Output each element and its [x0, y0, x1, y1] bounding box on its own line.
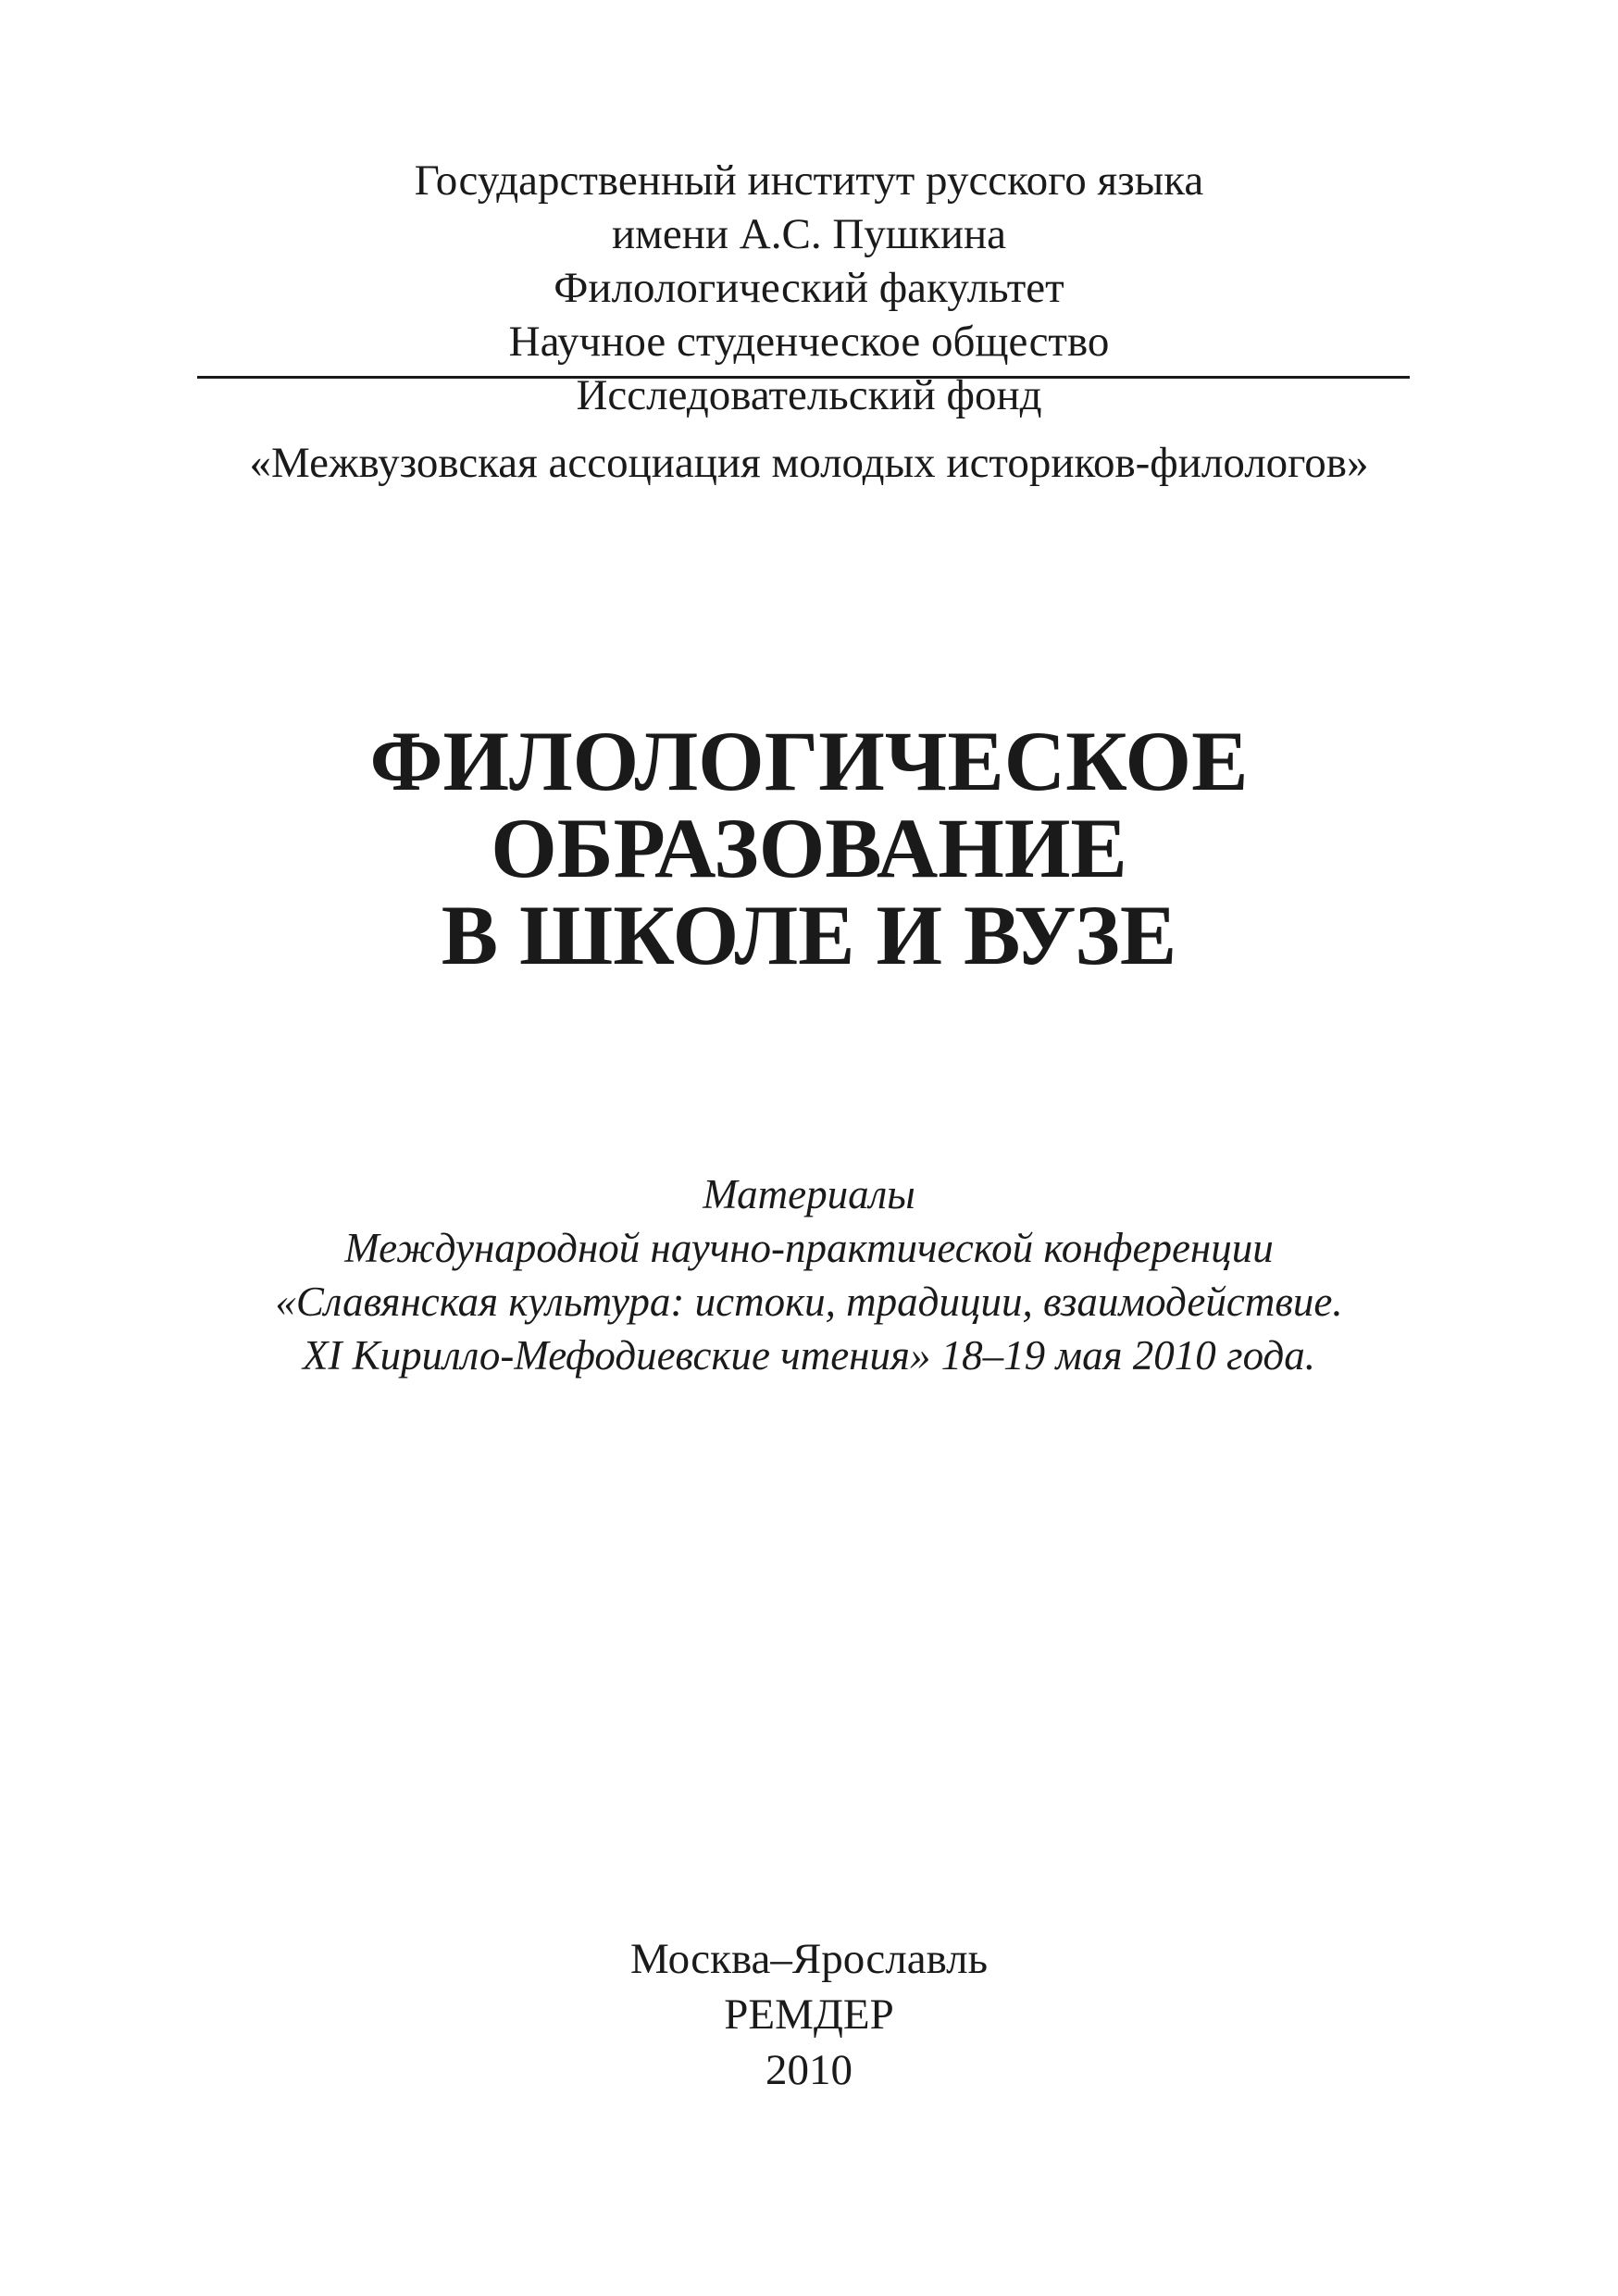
imprint-city: Москва–Ярославль	[629, 1935, 989, 1983]
book-title	[0, 714, 1618, 982]
imprint-block	[0, 1931, 1618, 2098]
association-name: «Межвузовская ассоциация молодых историков-филологов»	[249, 439, 1369, 487]
materials-line: Материалы	[703, 1171, 915, 1217]
book-title-line: В ШКОЛЕ И ВУЗЕ	[441, 888, 1177, 982]
book-title-line: ФИЛОЛОГИЧЕСКОЕ	[369, 714, 1249, 808]
materials-line: «Славянская культура: истоки, традиции, взаимодействие.	[275, 1279, 1343, 1325]
book-title-line: ОБРАЗОВАНИЕ	[491, 801, 1127, 895]
imprint-publisher: РЕМДЕР	[724, 1990, 894, 2039]
institution-line: Исследовательский фонд	[576, 371, 1042, 419]
imprint-year: 2010	[765, 2046, 853, 2094]
institutions-block	[0, 154, 1618, 422]
conference-materials	[0, 1167, 1618, 1382]
materials-line: XI Кирилло-Мефодиевские чтения» 18–19 мая 2010 года.	[302, 1332, 1316, 1379]
materials-line: Международной научно-практической конференции	[344, 1225, 1274, 1271]
institution-line: Научное студенческое общество	[508, 318, 1110, 366]
horizontal-divider	[197, 376, 1410, 379]
institution-line: Филологический факультет	[554, 264, 1064, 312]
institution-line: Государственный институт русского языка	[414, 156, 1204, 205]
institution-line: имени А.С. Пушкина	[612, 210, 1006, 258]
